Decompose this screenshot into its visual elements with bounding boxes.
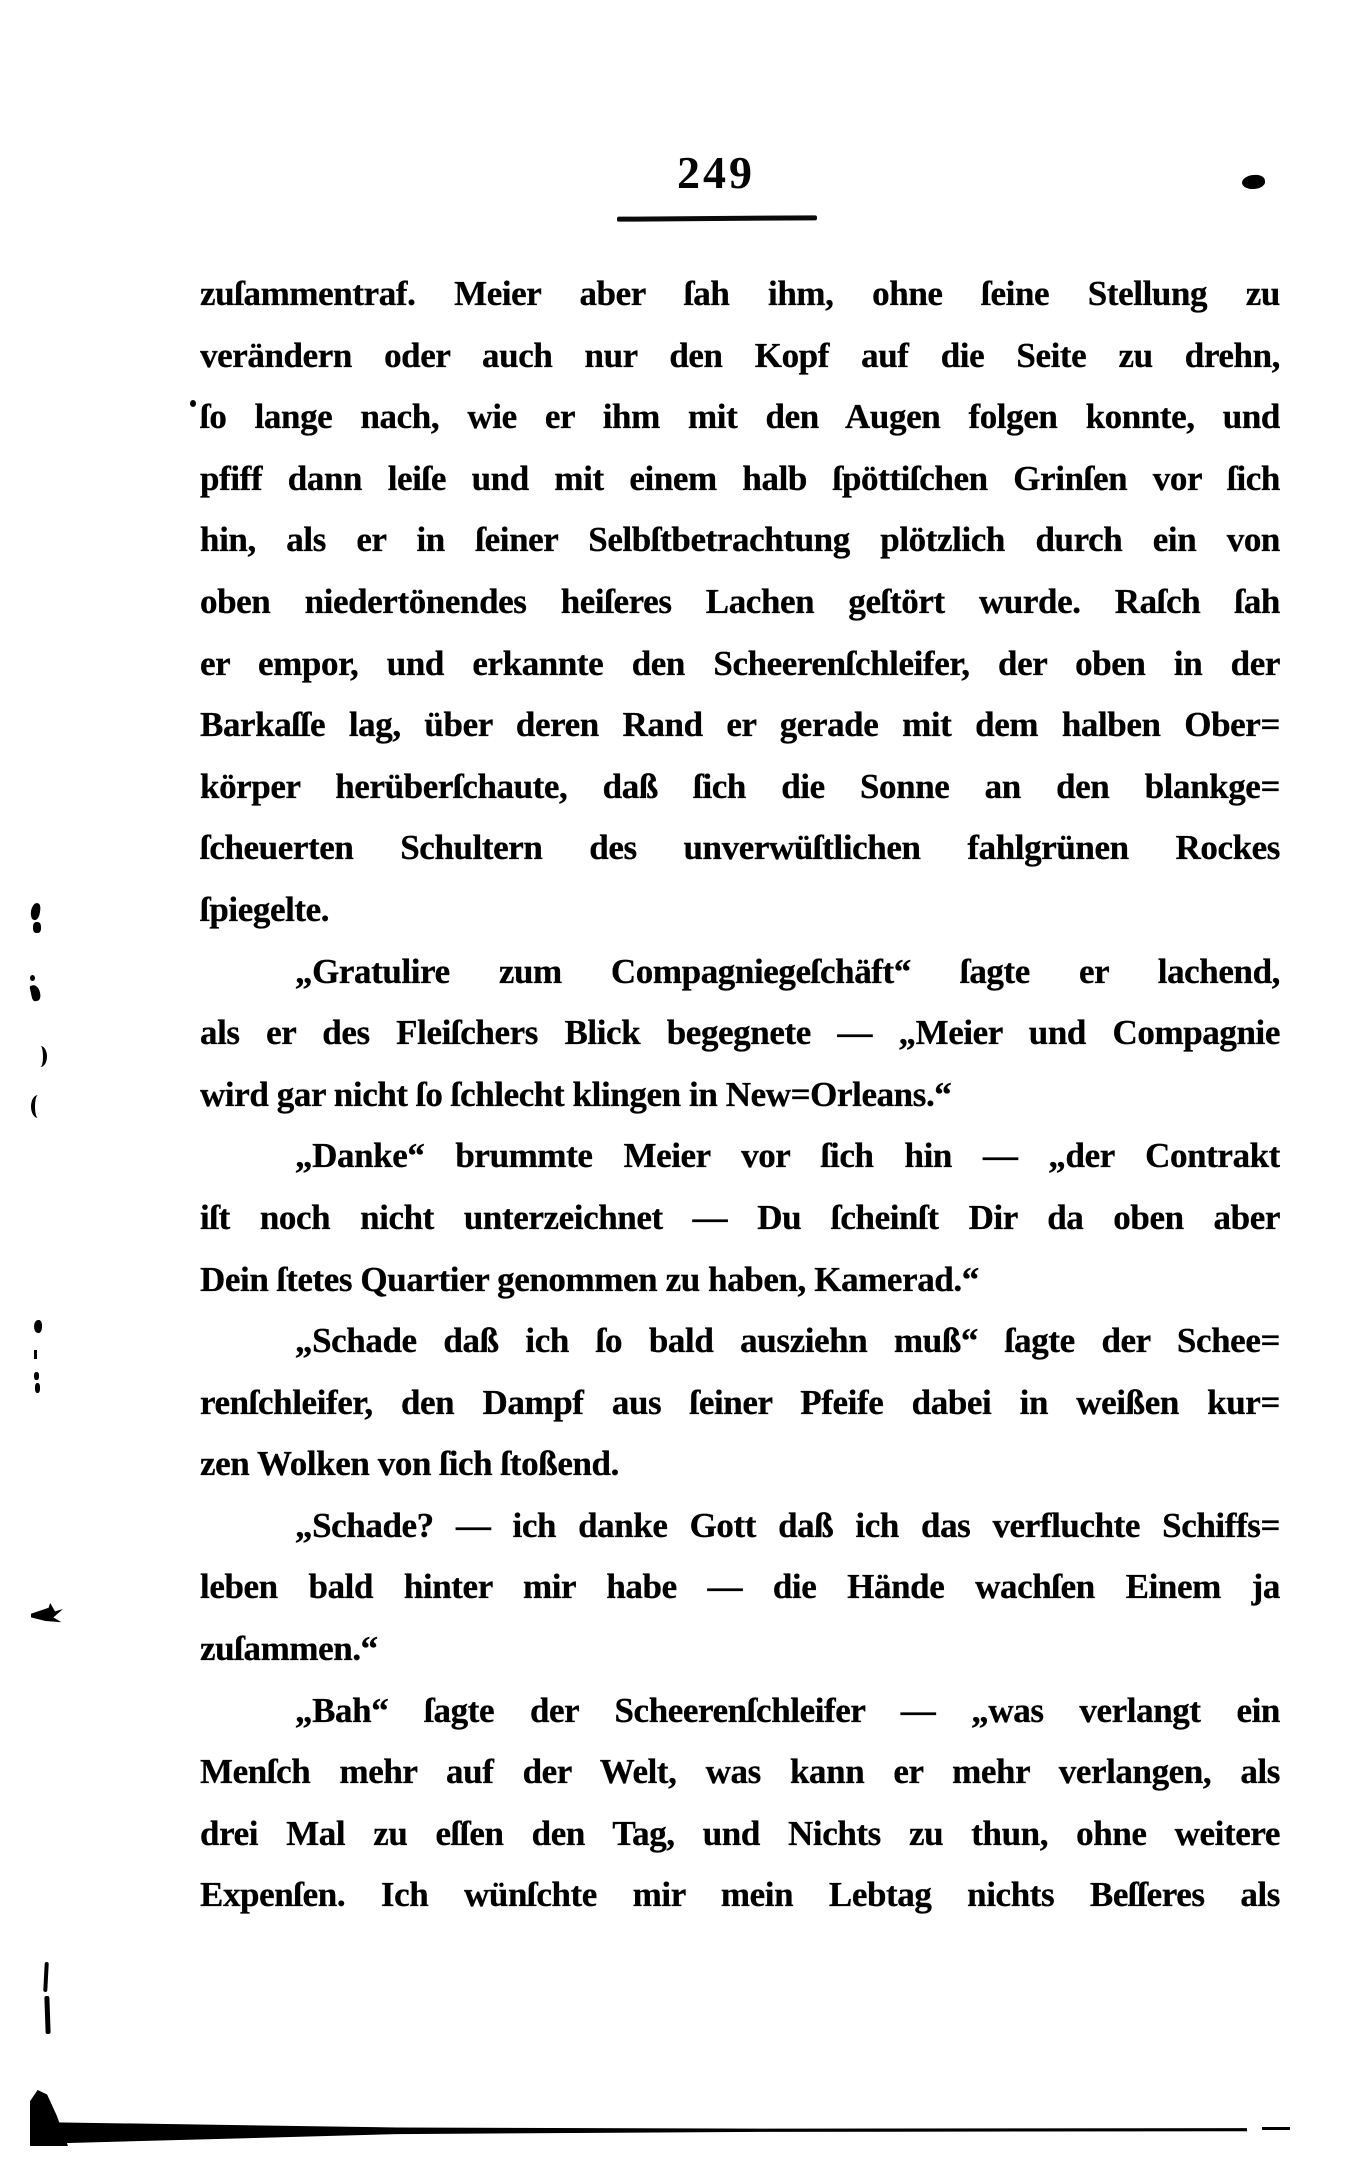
- text-line: oben niedertönendes heiſeres Lachen geſtört wurde. Raſch ſah: [200, 581, 1280, 621]
- text-line: iſt noch nicht unterzeichnet — Du ſcheinſt Dir da oben aber: [200, 1197, 1280, 1237]
- ink-scratch: [43, 1962, 49, 1992]
- ink-speck: [35, 1383, 40, 1393]
- ink-speck: [34, 1046, 47, 1067]
- ink-scratch: [44, 1996, 50, 2034]
- page-number-rule: [617, 215, 817, 221]
- text-line: Menſch mehr auf der Welt, was kann er mehr verlangen, als: [200, 1752, 1280, 1792]
- body-text-block: [200, 263, 1280, 1926]
- text-line: verändern oder auch nur den Kopf auf die Seite zu drehn,: [200, 335, 1280, 375]
- ink-speck: [33, 922, 41, 933]
- text-line: ſpiegelte.: [200, 889, 330, 929]
- ink-speck: [30, 975, 35, 981]
- ink-speck: [190, 400, 196, 407]
- ink-speck: [34, 1372, 39, 1380]
- text-line: zuſammen.“: [200, 1629, 378, 1669]
- text-line: ſcheuerten Schultern des unverwüſtlichen fahlgrünen Rockes: [200, 828, 1280, 868]
- ink-speck: [34, 1350, 37, 1359]
- text-line: „Bah“ ſagte der Scheerenſchleifer — „was verlangt ein: [295, 1690, 1280, 1730]
- bottom-scan-bar-tail: [1262, 2127, 1290, 2130]
- ink-speck: [29, 984, 41, 1002]
- ink-speck: [31, 1095, 45, 1118]
- text-line: renſchleifer, den Dampf aus ſeiner Pfeife dabei in weißen kur=: [200, 1382, 1280, 1422]
- page-number: 249: [677, 147, 755, 198]
- ink-blot: [31, 1603, 63, 1627]
- text-line: hin, als er in ſeiner Selbſtbetrachtung plötzlich durch ein von: [200, 520, 1280, 560]
- text-line: ſo lange nach, wie er ihm mit den Augen folgen konnte, und: [200, 397, 1280, 437]
- bottom-scan-bar: [32, 2122, 1247, 2144]
- ink-speck: [1241, 173, 1266, 190]
- text-line: er empor, und erkannte den Scheerenſchleifer, der oben in der: [200, 643, 1280, 683]
- text-line: als er des Fleiſchers Blick begegnete — „Meier und Compagnie: [200, 1013, 1280, 1053]
- text-line: wird gar nicht ſo ſchlecht klingen in New=Orleans.“: [200, 1074, 952, 1114]
- text-line: pfiff dann leiſe und mit einem halb ſpöttiſchen Grinſen vor ſich: [200, 458, 1280, 498]
- text-line: „Schade? — ich danke Gott daß ich das verfluchte Schiffs=: [295, 1505, 1280, 1545]
- text-line: „Schade daß ich ſo bald ausziehn muß“ ſagte der Schee=: [295, 1321, 1280, 1361]
- text-line: Expenſen. Ich wünſchte mir mein Lebtag nichts Beſſeres als: [200, 1875, 1280, 1915]
- text-line: körper herüberſchaute, daß ſich die Sonne an den blankge=: [200, 766, 1280, 806]
- text-line: drei Mal zu eſſen den Tag, und Nichts zu thun, ohne weitere: [200, 1813, 1280, 1853]
- text-line: Barkaſſe lag, über deren Rand er gerade mit dem halben Ober=: [200, 705, 1280, 745]
- text-line: „Danke“ brummte Meier vor ſich hin — „der Contrakt: [295, 1136, 1280, 1176]
- text-line: zen Wolken von ſich ſtoßend.: [200, 1444, 619, 1484]
- text-line: „Gratulire zum Compagniegeſchäft“ ſagte er lachend,: [295, 951, 1280, 991]
- text-line: leben bald hinter mir habe — die Hände wachſen Einem ja: [200, 1567, 1280, 1607]
- ink-speck: [33, 1320, 42, 1334]
- text-line: zuſammentraf. Meier aber ſah ihm, ohne ſeine Stellung zu: [200, 274, 1280, 313]
- ink-speck: [30, 902, 41, 920]
- text-line: Dein ſtetes Quartier genommen zu haben, Kamerad.“: [200, 1259, 979, 1299]
